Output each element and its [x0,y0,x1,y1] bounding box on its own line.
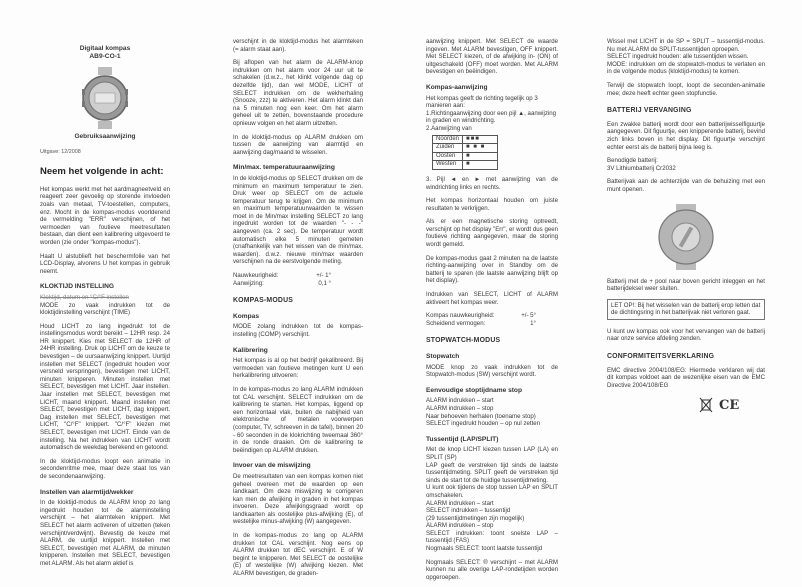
alarm-text: In de kloktijd-modus de ALARM knop zo lang ingedrukt houden tot de alarminstelling verschijnt – het alarmteken knippert. Met SELECT het alarm activeren of uitzetten (teken verschijnt/verdwijnt). Bevestig de keuze met ALARM, de uurtijd knippert. Instellen met SELECT, bevestigen met ALARM, de minuten knipperen. Instellen met SELECT, bevestigen met ALARM. Als het alarm aktief is [40,499,170,567]
kompas-subheading: Kompas [233,312,260,320]
direction-row: Noorden ■■■ [433,135,498,144]
edition: Uitgave: 12/2008 [40,148,81,155]
alarm-continued: verschijnt in de kloktijd-modus het alarmteken (= alarm staat aan). [233,38,363,53]
indication-list-3: 3. Pijl ◄ en ► met aanwijzing van de windrichting links en rechts. [426,175,558,191]
compliance-icons [699,397,765,413]
battery-warning-note: LET OP!: Bij het wisselen van de batterij erop letten dat de dichtingsring in het batterijvak niet verloren gaat. [607,299,765,320]
intro-heading: Neem het volgende in acht: [40,166,164,178]
stopwatch-subheading: Stopwatch [426,353,460,360]
clock-text-3: In de kloktijd-modus loopt een animatie in secondenritme mee, maar deze staat los van de secondenaanwijzing. [40,457,170,480]
battery-needed-value: 3V Lithiumbatterij Cr2032 [607,164,676,172]
direction-row: Westen ■ [433,161,498,170]
column-3 [426,38,558,587]
horizontal-text: Het kompas horizontaal houden om juiste resultaten te verkrijgen. [426,197,558,212]
single-timing-text: ALARM indrukken – start ALARM indrukken – stop Naar behoeven herhalen (toename stop) SELECT ingedrukt houden – op nul zetten [426,397,541,428]
column-1 [40,0,170,574]
direction-row: Zuiden ■ ■ ■ [433,144,498,153]
intro-text-2: Haalt U alstublieft het beschermfolie van het LCD-Display, alvorens U het kompas in gebruik neemt. [40,252,170,275]
declination-text: De meetresultaten van een kompas komen niet geheel overeen met de waarden op een landkaart. Om deze miswijzing te corrigeren kan men de afwijking in graden in het kompas invoeren. Deze afwijkingsgraad wordt op landkaarten als oostelijke plus-afwijking (E), of westelijke minus-afwijking (W) aangegeven. [233,472,363,526]
intro-text: Het kompas werkt met het aardmagneetveld en reageert zeer gevoelig op storende invloeden zoals van metaal, TV-toestellen, computers, enz. Mocht in de kompas-modus voorlderend de vermelding "ERR" verschijnen, of het vermoeden van foutieve meetresultaten bestaan, dan dient een kalibrering uitgevoerd te worden (zie onder "kompas-modus"). [40,185,170,246]
minmax-text: In de kloktijd-modus op SELECT drukken om de minimum en maximum temperatuur te zien. Druk weer op SELECT om de actuele temperatuur terug te krijgen. Om de minimum en maximum temperatuurwaarden te wissen moet in de Min/max instelling SELECT zo lang ingedrukt worden tot de waarden "- - -" aangeven (ca. 2 sec). De temperatuur wordt automatisch elke 5 minuten gemeten (cnafhankelijk van het wissen van de min/max. waarden). d.w.z. nieuwe min/max waarden verschijnen na de eerstvolgende meting. [233,174,363,266]
conformity-heading: CONFORMITEITSVERKLARING [607,353,715,361]
lap-heading: Tussentijd (LAP/SPLIT) [426,435,499,443]
column-4 [607,38,765,413]
indication-text: Het kompas geeft de richting tegelijk op 3 manieren aan: [426,94,538,110]
spec-accuracy: Nauwkeurigheid: +/- 1° [233,272,331,280]
conformity-text: EMC directive 2004/108/EG: Hiermede verklaren wij dat dit kompas voldoet aan de wezenlijke eisen van de EMC Directive 2004/108/EG [607,366,765,389]
service-text: U kunt uw kompas ook voor het vervangen van de batterij naar onze service afdeling zenden. [607,327,765,343]
standby-text: De kompas-modus gaat 2 minuten na de laatste richting-aanwijzing over in Standby om de batterij te sparen (de laatste aanwijzing blijft op het display). [426,254,558,285]
alarm-snooze: Bij aflopen van het alarm de ALARM-knop indrukken om het alarm voor 24 uur uit te schakelen (d.w.z., het klinkt volgende dag op dezelfde tijd), dan wel MODE, LICHT of SELECT indrukken om de wekherhaling (Snooze, zzz) te aktiveren. Het alarm klinkt dan na 5 minuten nog een keer. Om het alarm geheel uit te zetten, bovenstaande procedure opnieuw volgen en het alarm uitzetten. [233,59,363,127]
declination-text-2: In de kompas-modus zo lang op ALARM drukken tot CAL verschijnt. Nog eens op ALARM drukken tot dEC verschijnt. E of W begint te knipperen. Met SELECT de oostelijke (E) of westelijke (W) afwijking kiezen. Met ALARM bevestigen, de graden- [233,532,363,578]
clock-text-2: Houd LICHT zo lang ingedrukt tot de instellingsmodus wordt bereikt – 12HR resp. 24 HR knippert. Kies met SELECT de 12HR of 24HR instelling. Druk op LICHT om de keuze te bevestigen – de uursaanwijzing knippert. Uurtijd instellen met SELECT (ingedrukt houden voor versneld verspringen), bevestigen met LICHT, minuten knipperen. Minuten instellen met SELECT, bevestigen met LICHT. Jaar instellen. Jaar instellen met SELECT, bevestigen met LICHT, maand knippert. Maand instellen met SELECT, bevestigen met LICHT, dag knippert. Dag instellen met SELECT, bevestigen met LICHT, "C/°F" knippert. "C/°F" kiezen met SELECT, bevestigen met LICHT. Einde van de instelling. Na het indrukken van LICHT wordt automatisch de weekdag berekend en getoond. [40,322,170,452]
clock-heading: KLOKTIJD INSTELLING [40,283,114,291]
indication-heading: Kompas-aanwijzing [426,83,488,91]
watch-back-image [656,204,716,270]
spec-compass-resolution: Scheidend vermogen: 1° [426,319,536,327]
indication-list-2: 2.Aanwijzing van [426,124,472,132]
ce-mark: CE [719,397,740,413]
battery-pole-text: Batterij met de + pool naar boven gericht inleggen en het batterijdeksel weer sluiten. [607,277,765,293]
battery-heading: BATTERIJ VERVANGING [607,107,692,115]
minmax-heading: Min/max. temperatuuraanwijzing [233,164,335,172]
calibration-text-2: In de kompas-modus zo lang ALARM indrukken tot CAL verschijnt. SELECT indrukken om de kalibrering te starten. Het kompas, liggend op een horizontaal vlak, buiten de nabijheid van elektronische of metalen voorwerpen (computer, TV, schreeven in de tafel), binnen 20 - 60 seconden in de klokrichting tweemaal 360° in de ronde draaien. Om de kalibrering te beëindigen op ALARM drukken. [233,385,363,454]
battery-needed-label: Benodigde batterij: [607,157,658,165]
kompas-text: MODE zolang indrukken tot de kompas-instelling (COMP) verschijnt. [233,323,363,338]
reactivate-text: Indrukken van SELECT, LICHT of ALARM aktiveert het kompas weer. [426,291,558,306]
single-timing-heading: Eenvoudige stoptijdname stop [426,386,522,394]
stopwatch-animation-text: Terwijl de stopwatch loopt, loopt de seconden-animatie mee; deze heeft echter geen stopfunctie. [607,81,765,97]
alarm-toggle: In de kloktijd-modus op ALARM drukken om tussen de aanwijzing van alarmtijd en aanwijzing dag/maand te wisselen. [233,133,363,156]
clock-text: MODE zo vaak indrukken tot de kloktijdinstelling verschijnt (TIME) [40,301,170,317]
battery-text: Een zwakke batterij wordt door een batterijwisselfiguurtje aangegeven. Dit figuurtje, een knipperende batterij, bevind zich links boven in het display. Dit figuurtje verschijnt echter eerst als de batterij bijna leeg is. [607,120,765,151]
declination-continued: aanwijzing knippert. Met SELECT de waarde ingeven. Met ALARM bevestigen, OFF knippert. Met SELECT kiezen, of de afwijking in- (ON) of uitgeschakeld (OFF) moet worden. Met ALARM bevestigen en beëindigen. [426,38,558,76]
alarm-heading: Instellen van alarmtijd/wekker [40,488,134,496]
err-text: Als er een magnetische storing optreedt, verschijnt op het display "Err", er wordt dus geen foutieve richting aangegeven, maar de storing wordt gemeld. [426,218,558,249]
product-title: Digitaal kompas AB9-CO-1 [79,45,131,60]
stopwatch-heading: STOPWATCH-MODUS [426,337,501,345]
spec-compass-accuracy: Kompas nauwkeurigheid: +/- 5° [426,312,536,320]
recall-text: Nogmaals SELECT: ® verschijnt – met ALARM kunnen nu alle overige LAP-rondetijden worden opgeroepen. [426,558,558,581]
stopwatch-text: MODE knop zo vaak indrukken tot de Stopwatch-modus (SW) verschijnt wordt. [426,363,558,379]
split-text: Wissel met LICHT in de SP = SPLIT – tussentijd-modus. Nu met ALARM de SPLIT-tussentijden oproepen. SELECT ingedrukt houden: alle tussentijden wissen. MODE: indrukken om de stopwatch-modus te verlaten en in de volgende modus (kloktijd-modus) te komen. [607,38,765,76]
direction-row: Oosten ■ [433,152,498,161]
declination-heading: Invoer van de miswijzing [233,462,311,470]
direction-table [432,135,498,170]
compass-mode-heading: KOMPAS-MODUS [233,297,294,305]
compass-watch-image [80,67,130,129]
spec-resolution: Aanwijzing: 0,1 ° [233,279,331,287]
clock-struck-line: Kloktijd, datum en °C/°F instellen [40,293,129,301]
lap-text: Met de knop LICHT kiezen tussen LAP (LA) en SPLIT (SP) LAP geeft de verstreken tijd sinds de laatste tussentijdmeting. SPLIT geeft de verstreken tijd sinds de start tot de huidige tussentijdmeting. U kunt ook tijdens de stop tussen LAP en SPLIT omschakelen. ALARM indrukken – start SELECT indrukken – tussentijd (29 tussentijdmetingen zijn mogelijk) ALARM indrukken – stop SELECT indrukken: toont snelste LAP – tussentijd (FAS) Nogmaals SELECT: toont laatste tussentijd [426,446,558,553]
column-2 [233,38,363,584]
weee-bin-icon [699,397,713,413]
calibration-heading: Kalibrering [233,346,268,354]
battery-back-text: Batterijvak aan de achterzijde van de behuizing met een munt openen. [607,178,765,193]
indication-list-1: 1.Richtingaanwijzing door een pijl ▲, aanwijzing in graden en windrichting. [426,109,557,125]
calibration-text: Het kompas is al op het bedrijf gekalibreerd. Bij vermoeden van foutieve metingen kunt U een herkalibrering uitvoeren: [233,357,363,380]
manual-caption: Gebruiksaanwijzing [74,133,136,140]
